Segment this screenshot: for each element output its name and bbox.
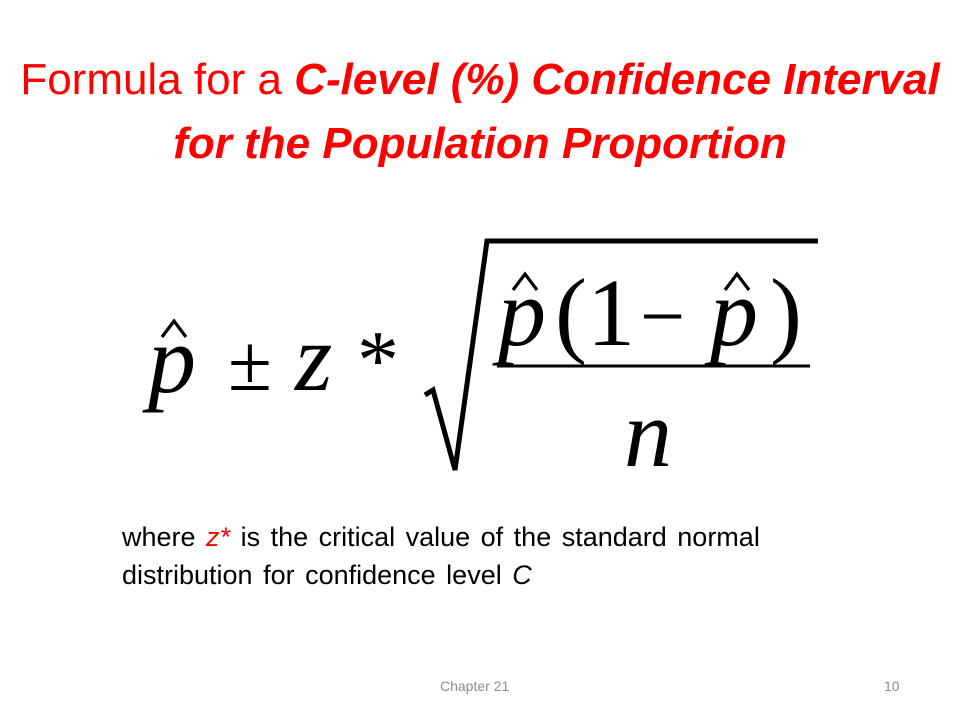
caption-middle: is the critical value of the standard normal distribution for confidence level xyxy=(122,522,760,590)
caption-zstar: z* xyxy=(206,522,231,552)
formula-numerator-open: (1 xyxy=(555,259,635,366)
formula-star: * xyxy=(357,314,399,407)
formula-numerator-close: ) xyxy=(770,259,802,366)
footer-page-number: 10 xyxy=(884,678,900,694)
caption-where: where xyxy=(122,522,207,552)
caption-confidence-level: C xyxy=(512,560,532,590)
formula-numerator-minus: − xyxy=(640,273,686,361)
formula-z: z xyxy=(295,304,333,411)
title-emphasis-text: C-level (%) Confidence Interval for the Population Proportion xyxy=(173,55,940,168)
formula-plus-minus: ± xyxy=(228,320,272,408)
title-plain-text: Formula for a xyxy=(20,55,295,104)
formula-numerator-p: p xyxy=(498,259,546,366)
formula-p-hat: p xyxy=(148,306,196,413)
formula-numerator-p2: p xyxy=(710,259,758,366)
formula-caption xyxy=(122,518,882,594)
footer-chapter: Chapter 21 xyxy=(440,678,510,694)
formula-denominator: n xyxy=(624,380,672,487)
